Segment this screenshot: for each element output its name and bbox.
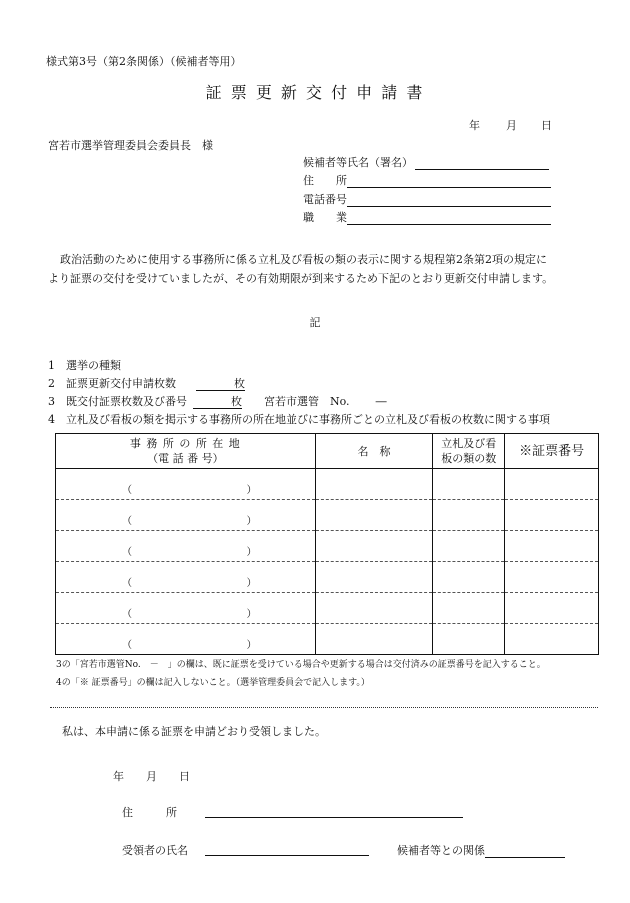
date-year: 年 [469,119,480,132]
receipt-date-day: 日 [179,770,190,783]
location-cell[interactable] [56,500,316,531]
cert-cell [505,562,599,593]
paren-open: （ [122,485,132,496]
table-row [56,469,599,500]
col-location-header [56,434,316,469]
item-2-label: 2 証票更新交付申請枚数 [48,377,176,390]
divider-dotted [50,707,598,708]
location-cell[interactable] [56,469,316,500]
count-cell[interactable] [433,624,505,655]
col-name-header: 名 称 [315,434,433,469]
col-count-header [433,434,505,469]
count-cell[interactable] [433,500,505,531]
applicant-address-label: 住 所 [303,174,347,187]
name-cell[interactable] [315,593,433,624]
col-count-line1: 立札及び看 [441,437,497,450]
col-cert-header: ※証票番号 [505,434,599,469]
applicant-phone-row [303,191,551,207]
item-3-count-field[interactable] [193,395,231,409]
location-cell[interactable] [56,624,316,655]
date-month: 月 [506,119,517,132]
paren-close: ） [246,578,257,589]
applicant-name-label: 候補者等氏名（署名） [303,156,413,169]
item-3-row [48,393,387,409]
receipt-date-month: 月 [146,770,157,783]
cert-cell [505,624,599,655]
addressee: 宮若市選挙管理委員会委員長 様 [48,139,213,152]
note-1: 3の「宮若市選管No. － 」の欄は、既に証票を受けている場合や更新する場合は交付済みの証票番号を記入すること。 [56,660,546,670]
receipt-statement: 私は、本申請に係る証票を申請どおり受領しました。 [62,725,326,738]
table-row [56,562,599,593]
ki-heading: 記 [309,316,321,329]
paren-close: ） [246,516,257,527]
item-4: 4 立札及び看板の類を掲示する事務所の所在地並びに事務所ごとの立札及び看板の枚数に関する事項 [48,413,550,426]
office-table [55,433,599,655]
applicant-name-field[interactable] [415,156,549,170]
receipt-date-year: 年 [113,770,124,783]
relation-row [397,842,565,858]
table-header [56,434,599,469]
col-location-line1: 事 務 所 の 所 在 地 [129,437,241,450]
table-row [56,624,599,655]
count-cell[interactable] [433,531,505,562]
name-cell[interactable] [315,500,433,531]
location-cell[interactable] [56,531,316,562]
cert-cell [505,593,599,624]
name-cell[interactable] [315,469,433,500]
item-1: 1 選挙の種類 [48,359,121,372]
name-cell[interactable] [315,531,433,562]
relation-label: 候補者等との関係 [397,844,485,857]
receipt-address-label: 住 所 [122,806,177,819]
table-row [56,531,599,562]
recipient-name-label: 受領者の氏名 [122,844,188,857]
paren-close: ） [246,609,257,620]
table-row [56,593,599,624]
applicant-name-row [303,154,549,170]
item-3-number-label: 宮若市選管 No. [264,395,350,408]
paren-open: （ [122,640,132,651]
paren-close: ） [246,640,257,651]
applicant-phone-label: 電話番号 [303,193,347,206]
name-cell[interactable] [315,624,433,655]
body-line-2: より証票の交付を受けていましたが、その有効期限が到来するため下記のとおり更新交付申請します。 [48,272,554,285]
paren-close: ） [246,547,257,558]
col-location-line2: （電 話 番 号） [147,452,224,465]
item-2-count-field[interactable] [196,377,234,391]
page-title: 証 票 更 新 交 付 申 請 書 [205,83,425,102]
item-3-unit: 枚 [231,395,242,408]
applicant-phone-field[interactable] [347,193,551,207]
body-line-1: 政治活動のために使用する事務所に係る立札及び看板の類の表示に関する規程第2条第2項の規定に [60,253,547,266]
count-cell[interactable] [433,562,505,593]
count-cell[interactable] [433,469,505,500]
applicant-address-row [303,172,551,188]
col-count-line2: 板の類の数 [441,452,497,465]
item-3-dash: ― [375,395,387,408]
item-3-label: 3 既交付証票枚数及び番号 [48,395,187,408]
location-cell[interactable] [56,562,316,593]
note-2: 4の「※ 証票番号」の欄は記入しないこと。（選挙管理委員会で記入します。） [56,678,370,688]
table-row [56,500,599,531]
relation-field[interactable] [485,844,565,858]
name-cell[interactable] [315,562,433,593]
cert-cell [505,469,599,500]
paren-open: （ [122,516,132,527]
count-cell[interactable] [433,593,505,624]
item-2-row [48,375,245,391]
applicant-occupation-row [303,209,551,225]
recipient-name-field[interactable] [205,842,369,856]
paren-open: （ [122,609,132,620]
cert-cell [505,531,599,562]
receipt-address-field[interactable] [205,804,463,818]
paren-close: ） [246,485,257,496]
applicant-occupation-field[interactable] [347,211,551,225]
form-id: 様式第3号（第2条関係）（候補者等用） [46,55,242,68]
paren-open: （ [122,578,132,589]
date-day: 日 [541,119,552,132]
applicant-occupation-label: 職 業 [303,211,347,224]
paren-open: （ [122,547,132,558]
applicant-address-field[interactable] [347,174,551,188]
item-2-unit: 枚 [234,377,245,390]
location-cell[interactable] [56,593,316,624]
cert-cell [505,500,599,531]
